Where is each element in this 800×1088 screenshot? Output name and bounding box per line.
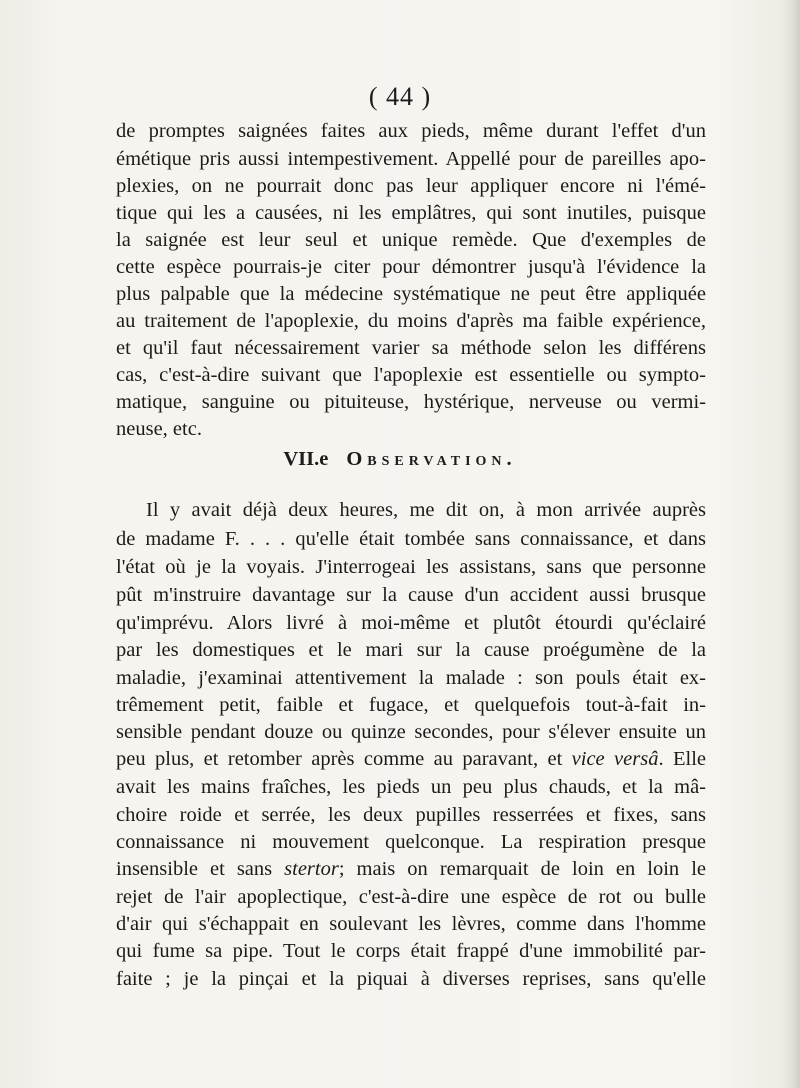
text-line: connaissance ni mouvement quelconque. La respiration presque (116, 831, 706, 853)
text-line: maladie, j'examinai attentivement la malade : son pouls était ex- (116, 667, 706, 689)
text-line: plexies, on ne pourrait donc pas leur appliquer encore ni l'émé- (116, 175, 706, 197)
text-line: faite ; je la pinçai et la piquai à diverses reprises, sans qu'elle (116, 968, 706, 990)
text-line: sensible pendant douze ou quinze secondes, pour s'élever ensuite un (116, 721, 706, 743)
text-line: cas, c'est-à-dire suivant que l'apoplexie est essentielle ou sympto- (116, 364, 706, 386)
text-line: de promptes saignées faites aux pieds, même durant l'effet d'un (116, 120, 706, 142)
text-line: émétique pris aussi intempestivement. Appellé pour de pareilles apo- (116, 148, 706, 170)
text-segment: insensible et sans (116, 858, 285, 880)
text-line: tique qui les a causées, ni les emplâtres, qui sont inutiles, puisque (116, 202, 706, 224)
text-line: cette espèce pourrais-je citer pour démontrer jusqu'à l'évidence la (116, 256, 706, 278)
text-line: l'état où je la voyais. J'interrogeai les assistans, sans que personne (116, 556, 706, 578)
text-line: neuse, etc. (116, 418, 202, 440)
text-segment: peu plus, et retomber après comme au paravant, et (116, 748, 572, 770)
text-segment: ; mais on remarquait de loin en loin le (338, 858, 706, 880)
page-edge-shadow (782, 0, 800, 1088)
text-line: trêmement petit, faible et fugace, et quelquefois tout-à-fait in- (116, 694, 706, 716)
text-line: la saignée est leur seul et unique remède. Que d'exemples de (116, 229, 706, 251)
text-line: choire roide et serrée, les deux pupilles resserrées et fixes, sans (116, 804, 706, 826)
text-line: de madame F. . . . qu'elle était tombée sans connaissance, et dans (116, 528, 706, 550)
page-number: ( 44 ) (368, 82, 432, 111)
text-line: Il y avait déjà deux heures, me dit on, à mon arrivée auprès (146, 499, 706, 521)
text-line: rejet de l'air apoplectique, c'est-à-dire une espèce de rot ou bulle (116, 886, 706, 908)
italic-phrase: stertor (284, 858, 339, 880)
text-line: avait les mains fraîches, les pieds un peu plus chauds, et la mâ- (116, 776, 706, 798)
section-heading (0, 446, 800, 472)
text-segment: . Elle (658, 748, 706, 770)
text-line: d'air qui s'échappait en soulevant les lèvres, comme dans l'homme (116, 913, 706, 935)
text-line: matique, sanguine ou pituiteuse, hystérique, nerveuse ou vermi- (116, 391, 706, 413)
text-line: qui fume sa pipe. Tout le corps était frappé d'une immobilité par- (116, 940, 706, 962)
section-title: Observation. (346, 448, 517, 470)
italic-phrase: vice versâ (571, 748, 659, 770)
text-line: et qu'il faut nécessairement varier sa méthode selon les différens (116, 337, 706, 359)
text-line (116, 746, 706, 772)
text-line: pût m'instruire davantage sur la cause d'un accident aussi brusque (116, 584, 706, 606)
text-line: par les domestiques et le mari sur la cause proégumène de la (116, 639, 706, 661)
text-line: qu'imprévu. Alors livré à moi-même et plutôt étourdi qu'éclairé (116, 612, 706, 634)
text-line: au traitement de l'apoplexie, du moins d'après ma faible expérience, (116, 310, 706, 332)
section-number: VII.e (283, 448, 329, 470)
text-line (116, 856, 706, 882)
text-line: plus palpable que la médecine systématique ne peut être appliquée (116, 283, 706, 305)
